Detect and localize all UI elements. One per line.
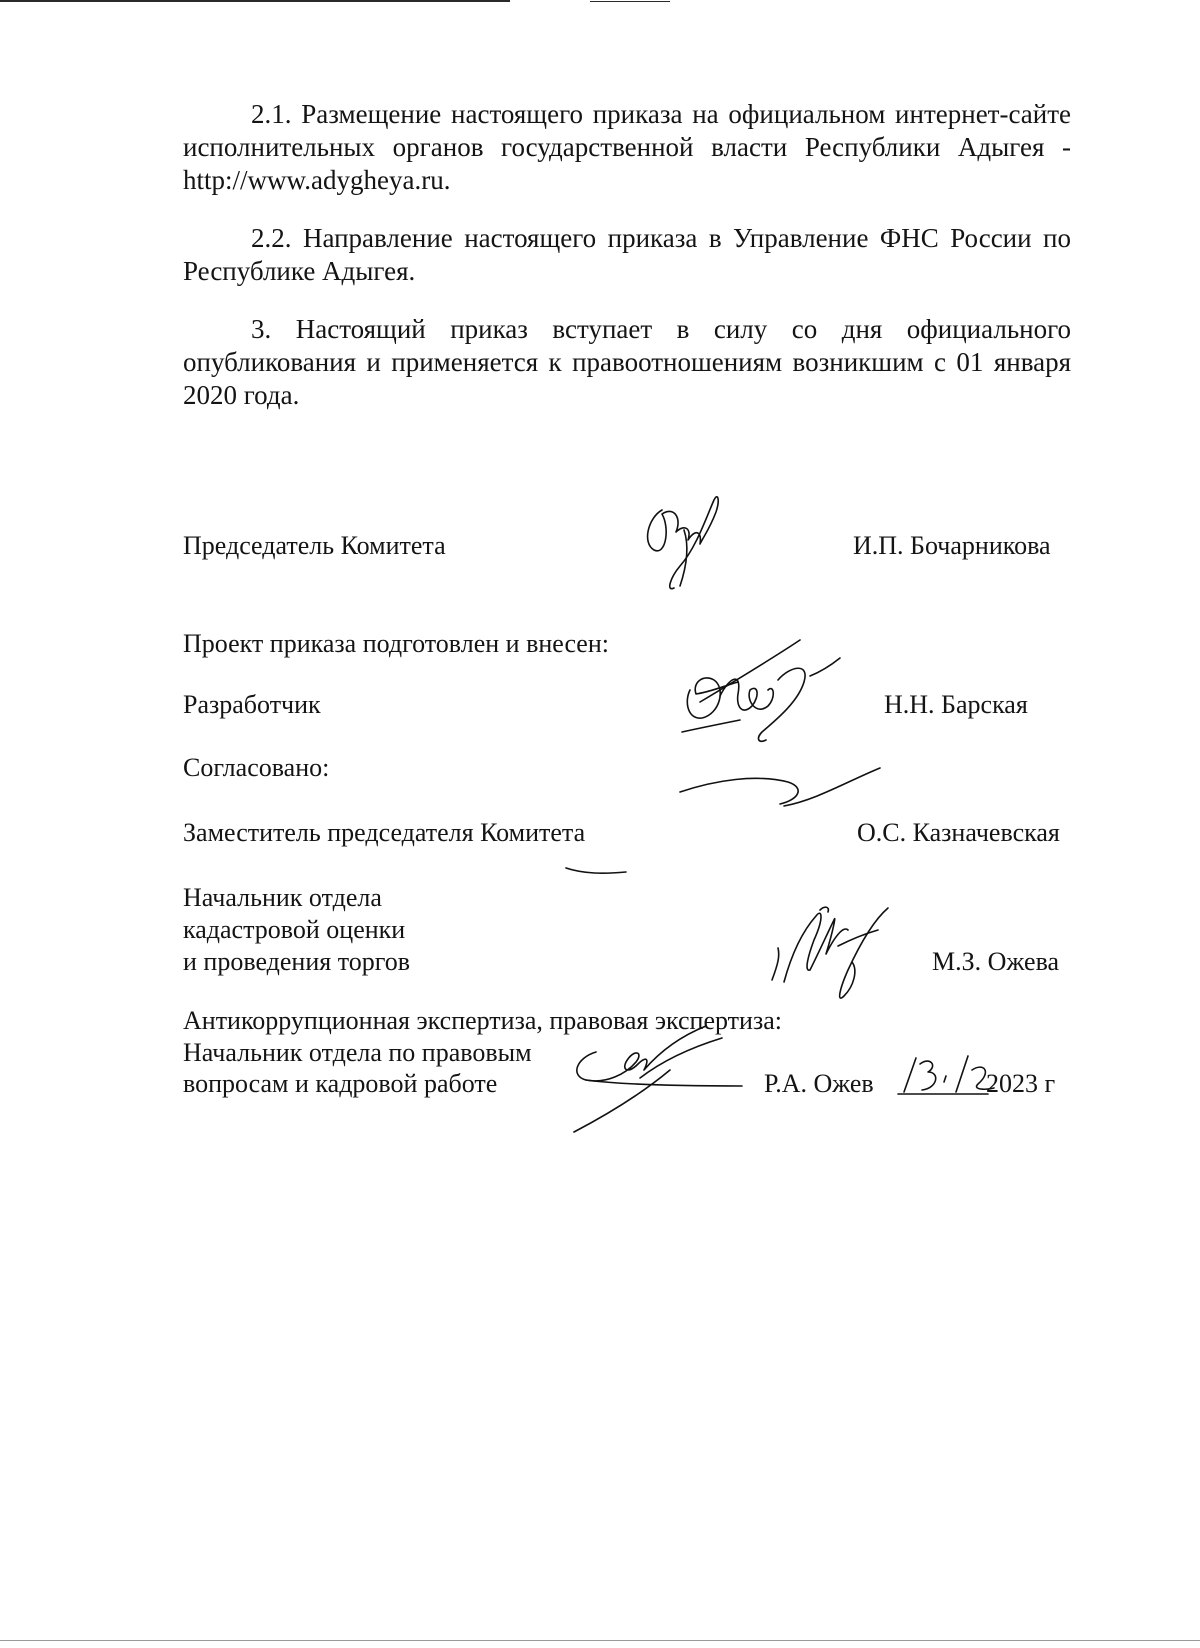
paragraph-2-1-text: 2.1. Размещение настоящего приказа на официальном интернет-сайте исполнительных органов государственной власти Республики Адыгея - http://www.adygheya.ru. bbox=[183, 99, 1071, 195]
agreed-label: Согласовано: bbox=[183, 753, 330, 782]
head-legal-name: Р.А. Ожев bbox=[764, 1069, 874, 1098]
scan-edge-bottom bbox=[0, 1640, 1200, 1641]
head-legal-title-line-2: вопросам и кадровой работе bbox=[183, 1069, 498, 1098]
head-cadastral-title-line-3: и проведения торгов bbox=[183, 947, 411, 976]
deputy-title: Заместитель председателя Комитета bbox=[183, 818, 586, 847]
scan-edge-top bbox=[0, 0, 510, 2]
chairman-name: И.П. Бочарникова bbox=[853, 531, 1051, 560]
head-cadastral-signature bbox=[764, 900, 904, 1010]
developer-name: Н.Н. Барская bbox=[884, 690, 1028, 719]
developer-signature bbox=[680, 636, 860, 756]
paragraph-2-2-text: 2.2. Направление настоящего приказа в Управление ФНС России по Республике Адыгея. bbox=[183, 223, 1071, 286]
head-cadastral-title-line-1: Начальник отдела bbox=[183, 883, 382, 912]
head-legal-date-suffix: 2023 г bbox=[986, 1069, 1056, 1098]
deputy-mark bbox=[564, 864, 664, 880]
paragraph-3 bbox=[183, 313, 1071, 412]
project-note: Проект приказа подготовлен и внесен: bbox=[183, 629, 609, 658]
deputy-name: О.С. Казначевская bbox=[857, 818, 1060, 847]
head-cadastral-name: М.З. Ожева bbox=[932, 947, 1060, 976]
chairman-signature bbox=[640, 488, 740, 598]
paragraph-2-2 bbox=[183, 222, 1071, 288]
head-legal-signature bbox=[566, 1018, 756, 1138]
paragraph-3-text: 3. Настоящий приказ вступает в силу со дня официального опубликования и применяется к правоотношениям возникшим с 01 января 2020 года. bbox=[183, 314, 1071, 410]
deputy-signature bbox=[676, 760, 896, 820]
head-cadastral-title-line-2: кадастровой оценки bbox=[183, 915, 406, 944]
handwritten-date bbox=[898, 1052, 998, 1098]
head-legal-title-line-1: Начальник отдела по правовым bbox=[183, 1038, 532, 1067]
chairman-title: Председатель Комитета bbox=[183, 531, 446, 560]
scan-edge-top-right bbox=[590, 1, 670, 2]
expertise-label: Антикоррупционная экспертиза, правовая экспертиза: bbox=[183, 1006, 782, 1035]
developer-title: Разработчик bbox=[183, 690, 321, 719]
paragraph-2-1 bbox=[183, 98, 1071, 197]
